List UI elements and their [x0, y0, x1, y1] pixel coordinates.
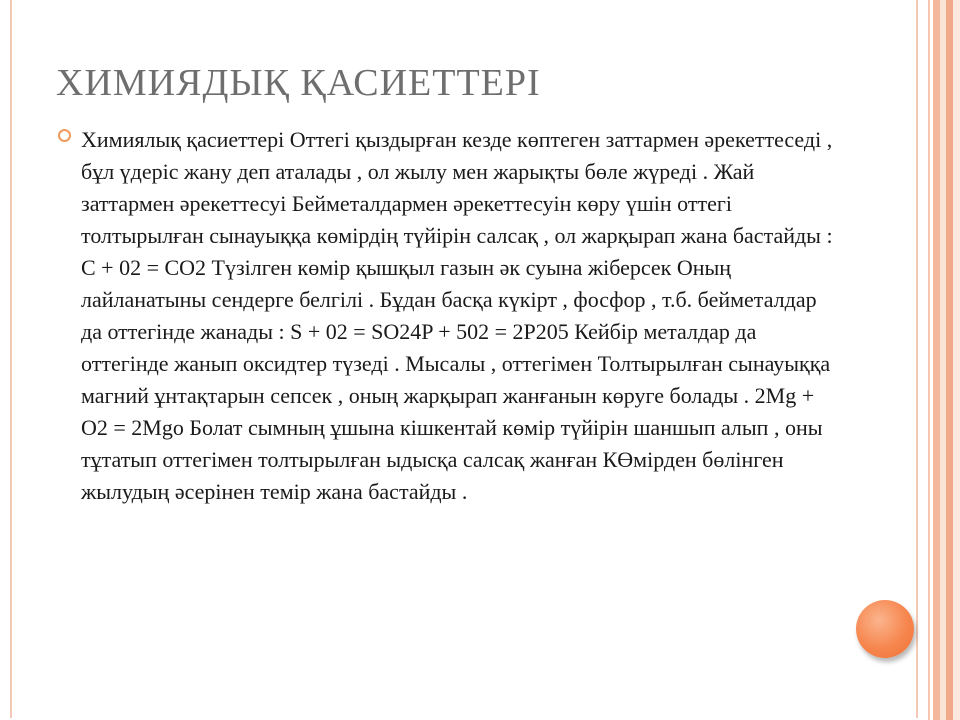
decorative-orb-icon	[856, 600, 914, 658]
bullet-circle-icon	[58, 129, 71, 142]
decorative-stripes	[918, 0, 960, 720]
bullet-text: Химиялық қасиеттері Оттегі қыздырған кезде көптеген заттармен әрекеттеседі , бұл үдеріс жану деп аталады , ол жылу мен жарықты бөле жүреді . Жай заттармен әрекеттесуі Бейметалдармен әрекеттесуін көру үшін оттегі толтырылған сынауыққа көмірдің түйірін салсақ , ол жарқырап жана бастайды : C + 02 = CO2 Түзілген көмір қышқыл газын әк суына жіберсек Оның лайланатыны сендерге белгілі . Бұдан басқа күкірт , фосфор , т.б. бейметалдар да оттегінде жанады : S + 02 = SO24P + 502 = 2P205 Кейбір металдар да оттегінде жанып оксидтер түзеді . Мысалы , оттегімен Толтырылған сынауыққа магний ұнтақтарын сепсек , оның жарқырап жанғанын көруге болады . 2Mg + O2 = 2Mgo Болат сымның ұшына кішкентай көмір түйірін шаншып алып , оны тұтатып оттегімен толтырылған ыдысқа салсақ жанған КӨмірден бөлінген жылудың әсерінен темір жана бастайды .	[81, 127, 833, 504]
slide-title: ХИМИЯДЫҚ ҚАСИЕТТЕРІ	[56, 62, 541, 104]
